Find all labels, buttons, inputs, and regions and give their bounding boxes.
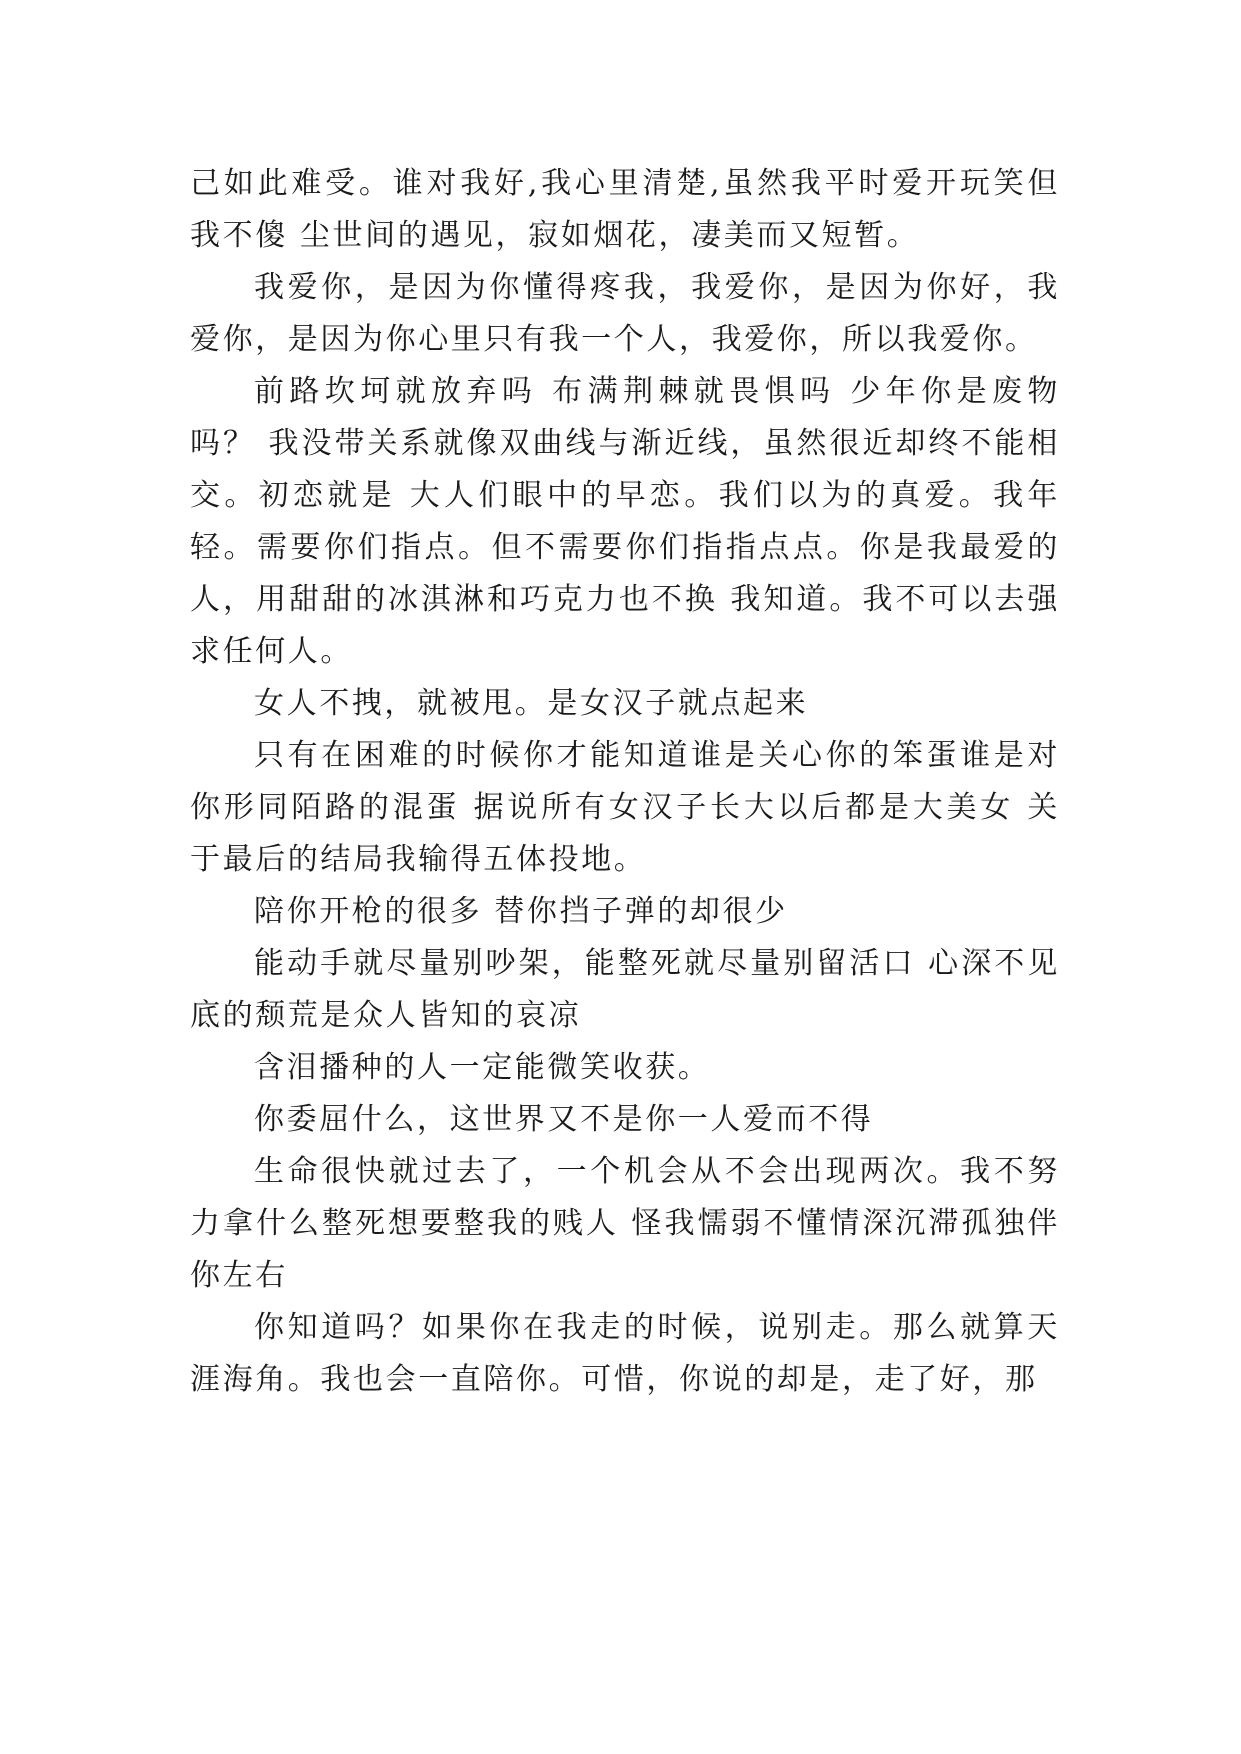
paragraph: 女人不拽，就被甩。是女汉子就点起来: [254, 686, 809, 721]
paragraph: 你委屈什么，这世界又不是你一人爱而不得: [254, 1102, 874, 1137]
paragraph: 只有在困难的时候你才能知道谁是关心你的笨蛋谁是对你形同陌路的混蛋 据说所有女汉子长大以后都是大美女 关于最后的结局我输得五体投地。: [190, 738, 1060, 877]
paragraph: 能动手就尽量别吵架，能整死就尽量别留活口 心深不见底的颓荒是众人皆知的哀凉: [190, 946, 1060, 1033]
paragraph: 陪你开枪的很多 替你挡子弹的却很少: [254, 894, 788, 929]
paragraph: 己如此难受。谁对我好,我心里清楚,虽然我平时爱开玩笑但我不傻 尘世间的遇见，寂如烟花，凄美而又短暂。: [190, 166, 1060, 253]
paragraph: 生命很快就过去了，一个机会从不会出现两次。我不努力拿什么整死想要整我的贱人 怪我懦弱不懂情深沉滞孤独伴你左右: [190, 1154, 1060, 1293]
document-page: [190, 158, 1060, 1406]
paragraph: 前路坎坷就放弃吗 布满荆棘就畏惧吗 少年你是废物吗？ 我没带关系就像双曲线与渐近线，虽然很近却终不能相交。初恋就是 大人们眼中的早恋。我们以为的真爱。我年轻。需要你们指点。但不需要你们指指点点。你是我最爱的人，用甜甜的冰淇淋和巧克力也不换 我知道。我不可以去强求任何人。: [190, 374, 1060, 669]
paragraph: 含泪播种的人一定能微笑收获。: [254, 1050, 711, 1085]
paragraph: 我爱你，是因为你懂得疼我，我爱你，是因为你好，我爱你，是因为你心里只有我一个人，我爱你，所以我爱你。: [190, 270, 1060, 357]
paragraph: 你知道吗？如果你在我走的时候，说别走。那么就算天涯海角。我也会一直陪你。可惜，你说的却是，走了好，那: [190, 1310, 1060, 1397]
